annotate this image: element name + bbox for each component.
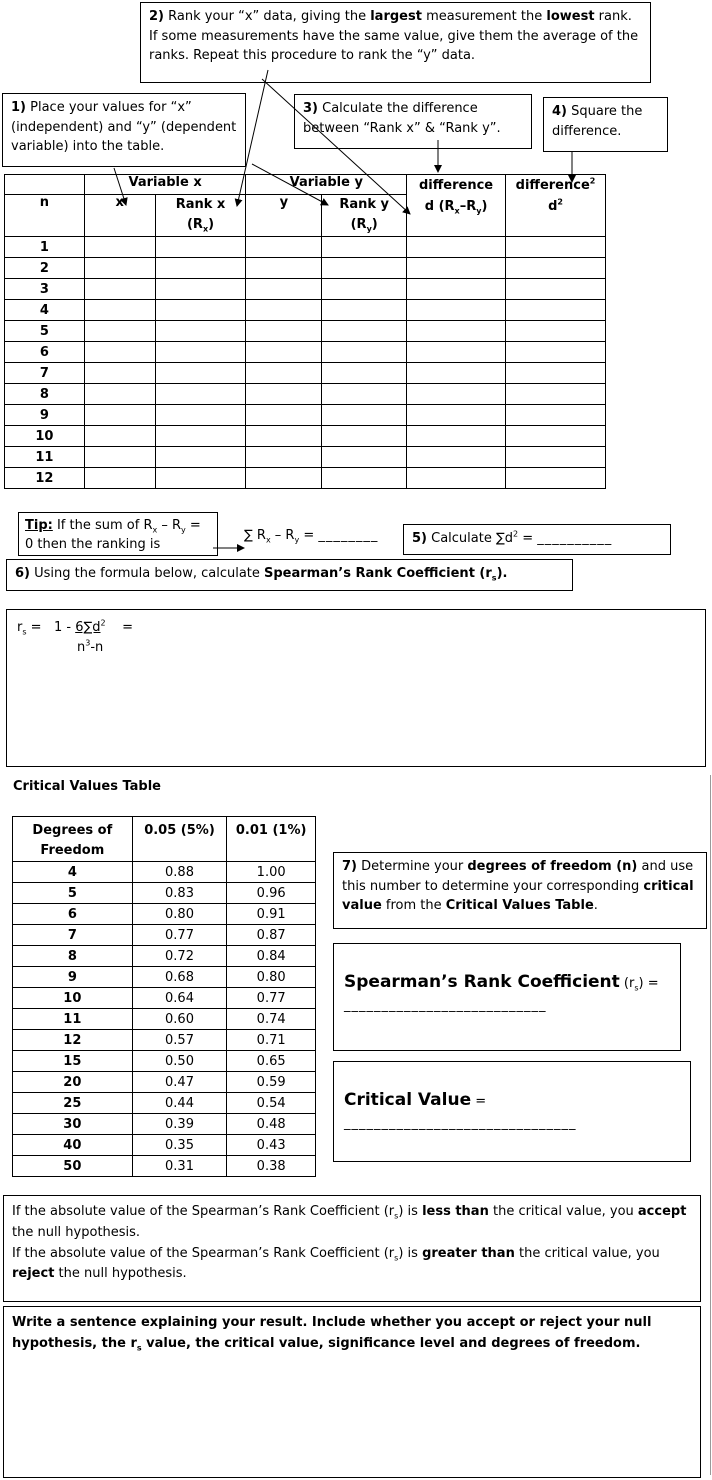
table-row: [5, 426, 606, 447]
data-table: [4, 174, 606, 489]
critical-row: [13, 1135, 316, 1156]
critical-row: [13, 1114, 316, 1135]
df-cell: 9: [13, 967, 133, 988]
df-cell: 40: [13, 1135, 133, 1156]
critical-row: [13, 883, 316, 904]
row-number: 4: [5, 300, 85, 321]
critical-row: [13, 1156, 316, 1177]
data-entry-cell[interactable]: [407, 426, 506, 447]
p005-cell: 0.31: [132, 1156, 227, 1177]
row-number: 9: [5, 405, 85, 426]
critical-row: [13, 862, 316, 883]
data-entry-cell[interactable]: [155, 384, 246, 405]
data-entry-cell[interactable]: [506, 426, 606, 447]
step-number: 2): [149, 9, 164, 24]
data-entry-cell[interactable]: [506, 258, 606, 279]
step5-instruction: 5) Calculate $\sum d^2$ = __________: [403, 524, 671, 555]
row-number: 11: [5, 447, 85, 468]
data-entry-cell[interactable]: [322, 279, 407, 300]
table-row: [5, 279, 606, 300]
critical-row: [13, 1093, 316, 1114]
data-entry-cell[interactable]: [246, 468, 322, 489]
x-header: x: [84, 195, 155, 237]
step4-instruction: 4) Square the difference.: [543, 97, 668, 152]
critical-row: [13, 946, 316, 967]
critical-row: [13, 967, 316, 988]
df-cell: 25: [13, 1093, 133, 1114]
right-border-line: [710, 775, 711, 1475]
table-row: [5, 342, 606, 363]
data-entry-cell[interactable]: [155, 468, 246, 489]
table-row: [5, 468, 606, 489]
critical-values-table: [12, 816, 316, 1177]
data-entry-cell[interactable]: [84, 342, 155, 363]
formula-box: $r_s = 1 - 6\sum d^2$ = $n^3-n$: [6, 609, 706, 767]
data-entry-cell[interactable]: [246, 300, 322, 321]
p001-cell: 0.87: [227, 925, 316, 946]
data-entry-cell[interactable]: [322, 426, 407, 447]
p001-cell: 0.43: [227, 1135, 316, 1156]
data-entry-cell[interactable]: [155, 300, 246, 321]
critical-row: [13, 1072, 316, 1093]
df-cell: 12: [13, 1030, 133, 1051]
df-cell: 6: [13, 904, 133, 925]
table-row: [5, 321, 606, 342]
decision-rule-box: If the absolute value of the Spearman’s Rank Coefficient $(r_s)$ is less than the critical value, you accept the null hypothesis. If the absolute value of the Spearman’s Rank Coefficient $(r_s)$ is greater than the critical value, you reject the null hypothesis.: [3, 1195, 701, 1302]
critical-row: [13, 1009, 316, 1030]
p005-cell: 0.80: [132, 904, 227, 925]
data-entry-cell[interactable]: [84, 321, 155, 342]
df-cell: 10: [13, 988, 133, 1009]
data-entry-cell[interactable]: [322, 258, 407, 279]
table-row: [5, 405, 606, 426]
df-cell: 5: [13, 883, 133, 904]
p001-cell: 0.71: [227, 1030, 316, 1051]
data-entry-cell[interactable]: [155, 342, 246, 363]
critical-row: [13, 904, 316, 925]
sum-rank-difference: ∑ $R_x - R_y$ = ________: [244, 528, 379, 545]
data-entry-cell[interactable]: [155, 363, 246, 384]
table-row: [5, 363, 606, 384]
data-entry-cell[interactable]: [506, 363, 606, 384]
data-entry-cell[interactable]: [407, 279, 506, 300]
data-entry-cell[interactable]: [246, 321, 322, 342]
row-number: 7: [5, 363, 85, 384]
df-cell: 11: [13, 1009, 133, 1030]
data-entry-cell[interactable]: [155, 426, 246, 447]
critical-row: [13, 1030, 316, 1051]
p005-cell: 0.50: [132, 1051, 227, 1072]
data-entry-cell[interactable]: [407, 237, 506, 258]
table-row: [5, 237, 606, 258]
p005-cell: 0.39: [132, 1114, 227, 1135]
data-entry-cell[interactable]: [246, 363, 322, 384]
data-entry-cell[interactable]: [246, 405, 322, 426]
p001-cell: 0.74: [227, 1009, 316, 1030]
row-number: 5: [5, 321, 85, 342]
data-entry-cell[interactable]: [246, 447, 322, 468]
p005-cell: 0.47: [132, 1072, 227, 1093]
data-entry-cell[interactable]: [155, 321, 246, 342]
data-entry-cell[interactable]: [322, 447, 407, 468]
p005-cell: 0.44: [132, 1093, 227, 1114]
data-entry-cell[interactable]: [407, 384, 506, 405]
p005-cell: 0.35: [132, 1135, 227, 1156]
data-entry-cell[interactable]: [246, 342, 322, 363]
data-entry-cell[interactable]: [506, 468, 606, 489]
p005-cell: 0.60: [132, 1009, 227, 1030]
df-cell: 15: [13, 1051, 133, 1072]
p005-cell: 0.64: [132, 988, 227, 1009]
n-header: n: [5, 195, 85, 237]
data-entry-cell[interactable]: [155, 447, 246, 468]
data-entry-cell[interactable]: [506, 237, 606, 258]
data-entry-cell[interactable]: [407, 321, 506, 342]
data-entry-cell[interactable]: [407, 405, 506, 426]
data-entry-cell[interactable]: [322, 384, 407, 405]
step1-instruction: 1) Place your values for “x” (independent) and “y” (dependent variable) into the table.: [2, 93, 246, 167]
data-entry-cell[interactable]: [84, 447, 155, 468]
p001-header: 0.01 (1%): [227, 817, 316, 862]
df-cell: 50: [13, 1156, 133, 1177]
data-entry-cell[interactable]: [155, 258, 246, 279]
data-entry-cell[interactable]: [322, 405, 407, 426]
rank-y-header: Rank y $(R_y)$: [322, 195, 407, 237]
data-entry-cell[interactable]: [84, 405, 155, 426]
step2-instruction: 2) Rank your “x” data, giving the largest measurement the lowest rank. If some measurements have the same value, give them the average of the ranks. Repeat this procedure to rank the “y” data.: [140, 2, 651, 83]
row-number: 3: [5, 279, 85, 300]
df-cell: 8: [13, 946, 133, 967]
row-number: 8: [5, 384, 85, 405]
data-entry-cell[interactable]: [506, 279, 606, 300]
data-entry-cell[interactable]: [84, 384, 155, 405]
data-entry-cell[interactable]: [246, 258, 322, 279]
critical-row: [13, 988, 316, 1009]
data-entry-cell[interactable]: [84, 237, 155, 258]
row-number: 6: [5, 342, 85, 363]
difference-header: difference d $(R_x-R_y)$: [407, 175, 506, 237]
critical-value-answer-blank[interactable]: _______________________________: [344, 1115, 577, 1131]
p001-cell: 0.80: [227, 967, 316, 988]
data-entry-cell[interactable]: [322, 237, 407, 258]
step6-instruction: 6) Using the formula below, calculate Spearman’s Rank Coefficient $(r_s)$.: [6, 559, 573, 591]
data-entry-cell[interactable]: [506, 405, 606, 426]
table-row: [5, 384, 606, 405]
p005-cell: 0.68: [132, 967, 227, 988]
data-entry-cell[interactable]: [407, 363, 506, 384]
data-entry-cell[interactable]: [155, 405, 246, 426]
table-row: [5, 300, 606, 321]
tip-box: Tip: If the sum of $R_x - R_y = 0$ then the ranking is: [18, 512, 218, 556]
p005-cell: 0.77: [132, 925, 227, 946]
data-entry-cell[interactable]: [407, 447, 506, 468]
data-entry-cell[interactable]: [84, 426, 155, 447]
p005-cell: 0.57: [132, 1030, 227, 1051]
data-entry-cell[interactable]: [322, 468, 407, 489]
p005-header: 0.05 (5%): [132, 817, 227, 862]
data-entry-cell[interactable]: [506, 342, 606, 363]
df-cell: 30: [13, 1114, 133, 1135]
data-entry-cell[interactable]: [407, 342, 506, 363]
data-entry-cell[interactable]: [506, 321, 606, 342]
df-cell: 4: [13, 862, 133, 883]
rs-answer-blank[interactable]: ___________________________: [344, 997, 547, 1013]
p005-cell: 0.88: [132, 862, 227, 883]
data-entry-cell[interactable]: [322, 363, 407, 384]
step3-instruction: 3) Calculate the difference between “Rank x” & “Rank y”.: [294, 94, 532, 149]
row-number: 10: [5, 426, 85, 447]
p001-cell: 0.59: [227, 1072, 316, 1093]
table-row: [5, 447, 606, 468]
data-entry-cell[interactable]: [84, 300, 155, 321]
variable-x-header: Variable x: [84, 175, 246, 195]
data-entry-cell[interactable]: [84, 363, 155, 384]
data-entry-cell[interactable]: [246, 279, 322, 300]
p001-cell: 0.91: [227, 904, 316, 925]
p001-cell: 0.77: [227, 988, 316, 1009]
data-entry-cell[interactable]: [322, 300, 407, 321]
critical-values-title: Critical Values Table: [13, 779, 161, 794]
data-entry-cell[interactable]: [506, 384, 606, 405]
p001-cell: 1.00: [227, 862, 316, 883]
row-number: 12: [5, 468, 85, 489]
rs-result-box: Spearman’s Rank Coefficient $(r_s)$ = ___________________________: [333, 943, 681, 1051]
data-entry-cell[interactable]: [84, 468, 155, 489]
data-entry-cell[interactable]: [246, 426, 322, 447]
variable-y-header: Variable y: [246, 175, 407, 195]
data-entry-cell[interactable]: [246, 237, 322, 258]
data-entry-cell[interactable]: [407, 258, 506, 279]
p001-cell: 0.65: [227, 1051, 316, 1072]
critical-value-box: Critical Value = _______________________________: [333, 1061, 691, 1162]
p001-cell: 0.84: [227, 946, 316, 967]
data-entry-cell[interactable]: [407, 468, 506, 489]
critical-row: [13, 925, 316, 946]
data-entry-cell[interactable]: [322, 342, 407, 363]
df-header: Degrees of Freedom: [13, 817, 133, 862]
step7-instruction: 7) Determine your degrees of freedom (n) and use this number to determine your corresponding critical value from the Critical Values Table.: [333, 852, 707, 929]
data-entry-cell[interactable]: [322, 321, 407, 342]
difference-squared-header: difference$^2$ $d^2$: [506, 175, 606, 237]
p001-cell: 0.48: [227, 1114, 316, 1135]
p001-cell: 0.54: [227, 1093, 316, 1114]
row-number: 2: [5, 258, 85, 279]
p005-cell: 0.72: [132, 946, 227, 967]
rs-symbol: r: [17, 620, 23, 635]
data-entry-cell[interactable]: [407, 300, 506, 321]
rank-x-header: Rank x $(R_x)$: [155, 195, 246, 237]
data-entry-cell[interactable]: [506, 447, 606, 468]
data-entry-cell[interactable]: [84, 258, 155, 279]
p001-cell: 0.38: [227, 1156, 316, 1177]
conclusion-box[interactable]: Write a sentence explaining your result. Include whether you accept or reject your null hypothesis, the $r_s$ value, the critical value, significance level and degrees of freedom.: [3, 1306, 701, 1478]
data-entry-cell[interactable]: [246, 384, 322, 405]
row-number: 1: [5, 237, 85, 258]
df-cell: 7: [13, 925, 133, 946]
data-entry-cell[interactable]: [155, 237, 246, 258]
p005-cell: 0.83: [132, 883, 227, 904]
y-header: y: [246, 195, 322, 237]
df-cell: 20: [13, 1072, 133, 1093]
data-entry-cell[interactable]: [506, 300, 606, 321]
table-row: [5, 258, 606, 279]
data-entry-cell[interactable]: [155, 279, 246, 300]
data-entry-cell[interactable]: [84, 279, 155, 300]
p001-cell: 0.96: [227, 883, 316, 904]
critical-row: [13, 1051, 316, 1072]
